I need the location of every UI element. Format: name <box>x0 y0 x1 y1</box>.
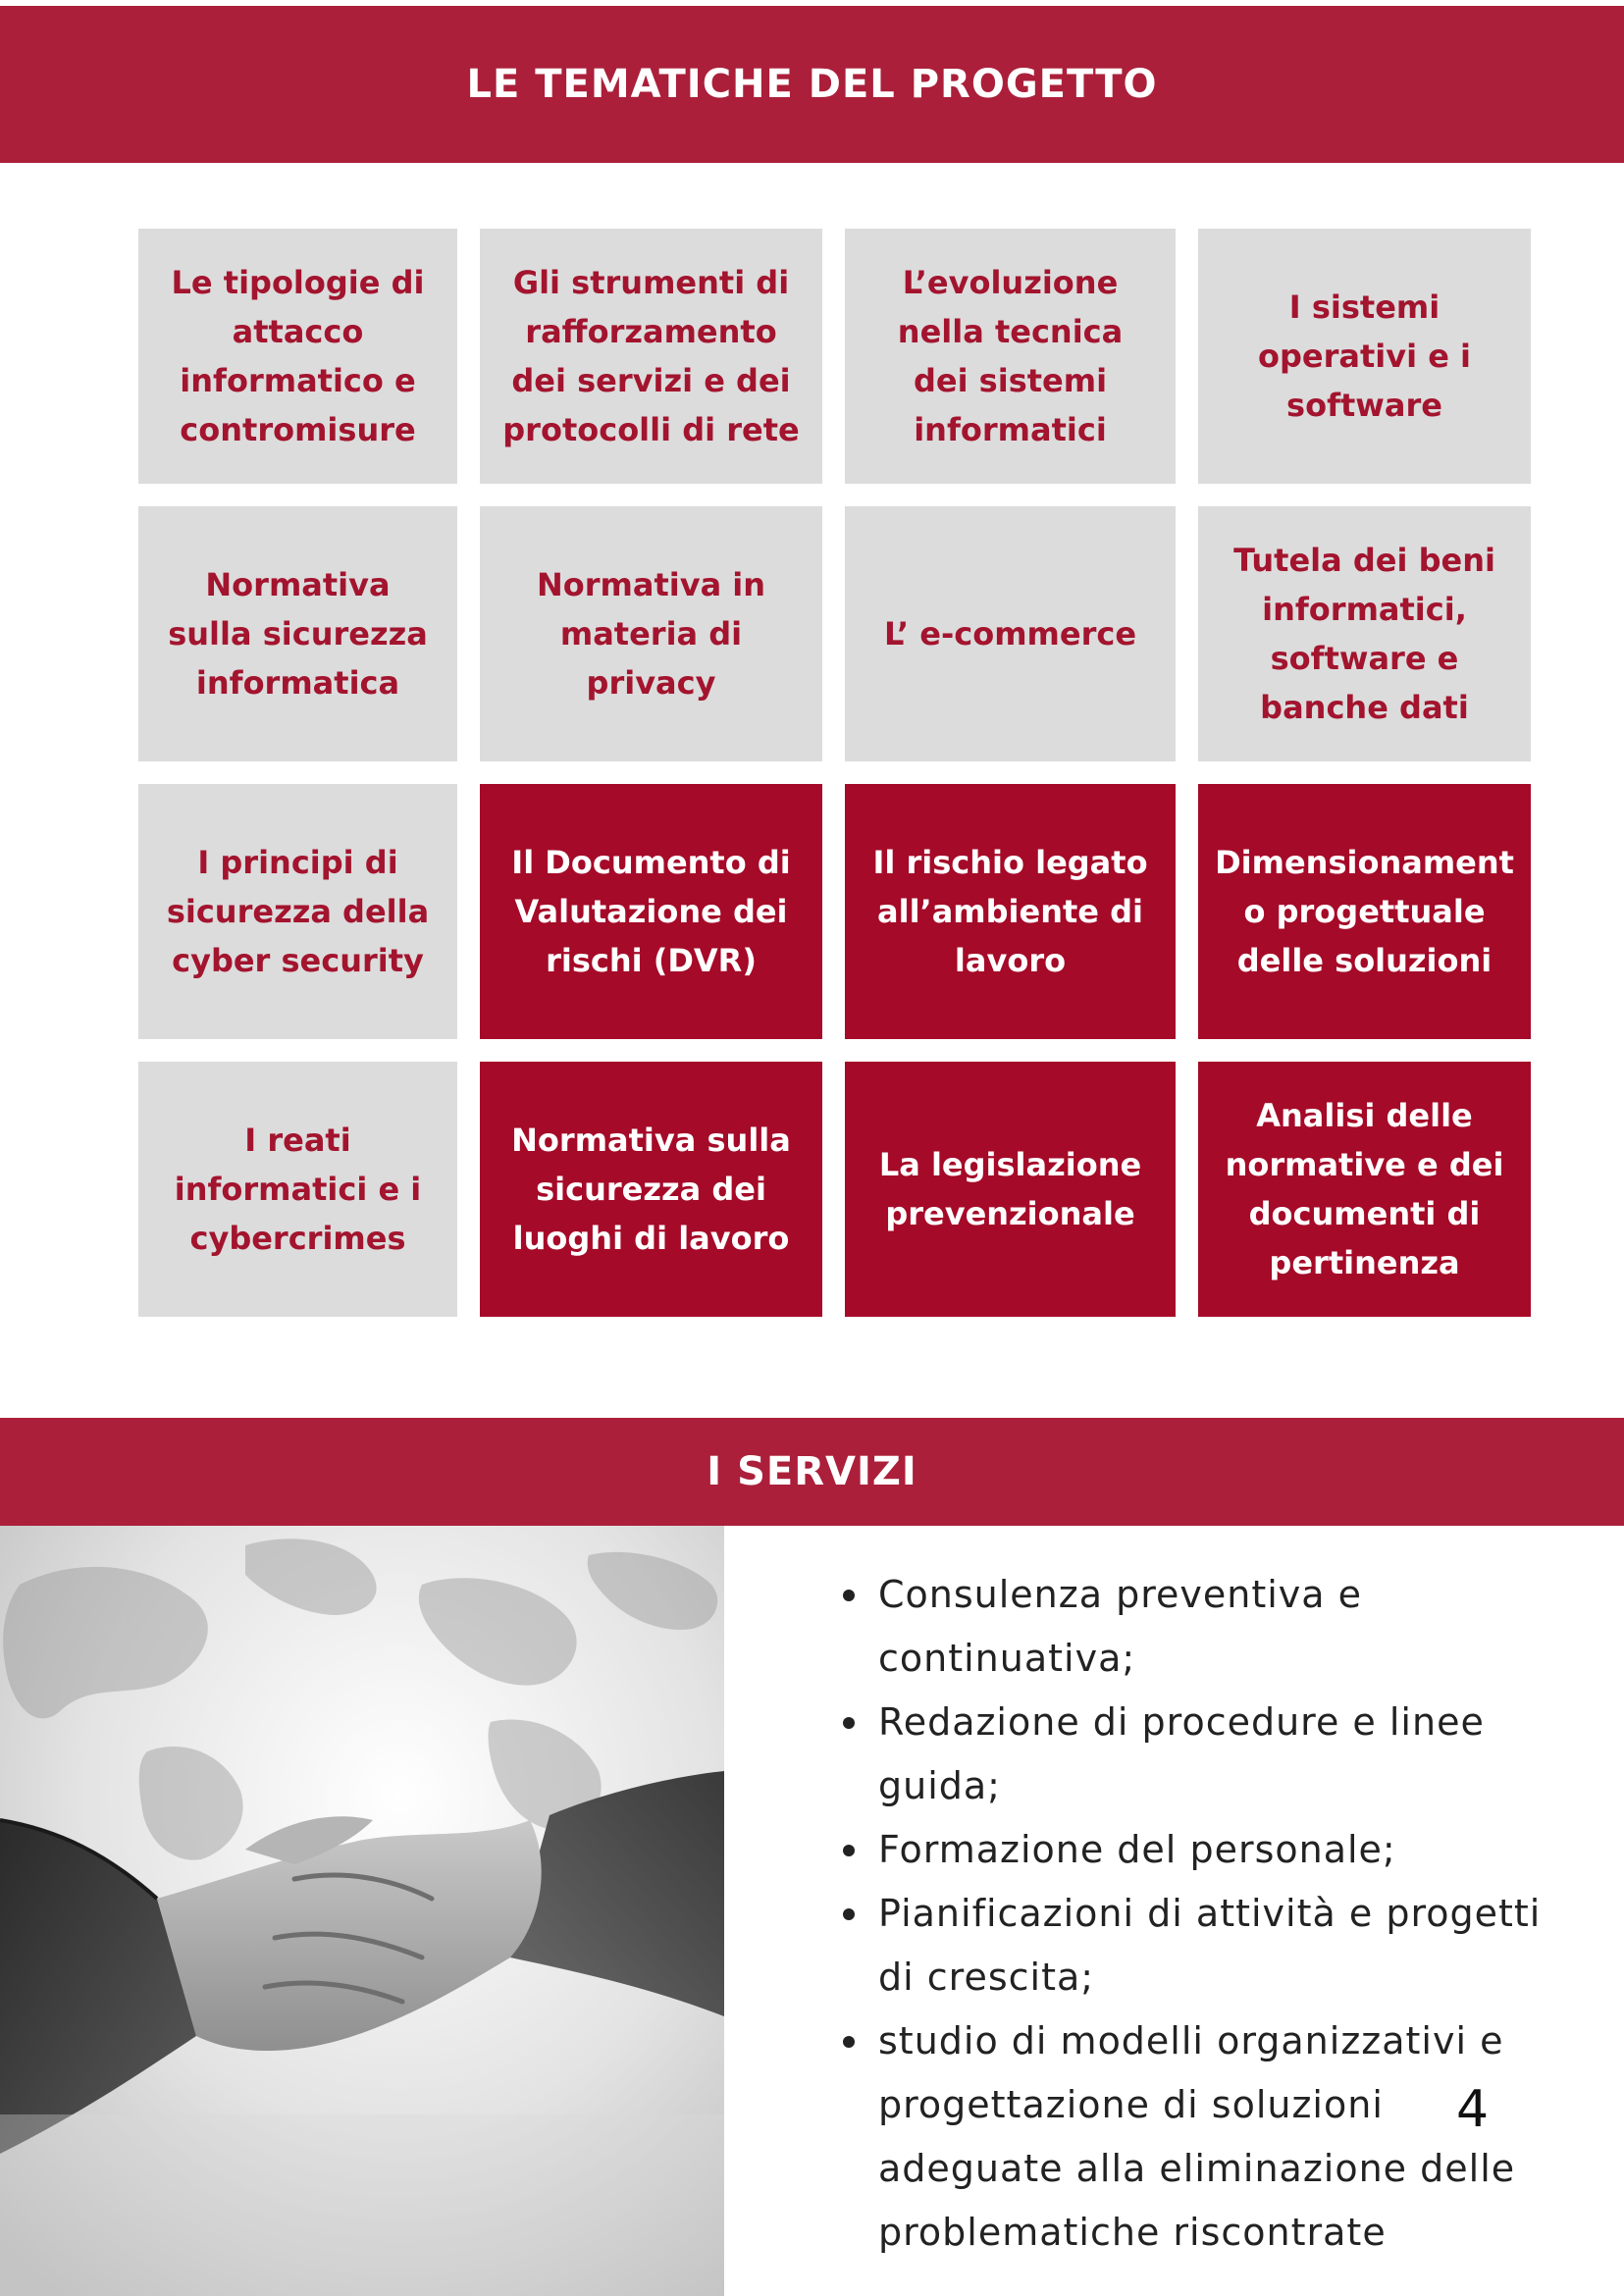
topic-tile <box>480 784 822 1039</box>
services-title: I SERVIZI <box>707 1449 917 1494</box>
topic-label: I sistemi operativi e i software <box>1257 288 1471 424</box>
topic-label: I principi di sicurezza della cyber security <box>166 844 430 979</box>
topic-label: Gli strumenti di rafforzamento dei servizi e dei protocolli di rete <box>502 264 800 448</box>
topic-label: Normativa in materia di privacy <box>536 566 766 702</box>
topic-tile <box>1198 506 1531 761</box>
topic-label: Tutela dei beni informatici, software e banche dati <box>1233 542 1495 726</box>
topic-label: Normativa sulla sicurezza dei luoghi di lavoro <box>511 1122 791 1257</box>
topic-tile <box>138 229 457 484</box>
topic-tile <box>480 229 822 484</box>
topic-label: L’ e-commerce <box>883 615 1137 652</box>
service-item: Consulenza preventiva e continuativa; <box>834 1563 1560 1691</box>
service-item: Formazione del personale; <box>834 1818 1560 1882</box>
topic-tile <box>1198 1062 1531 1317</box>
service-item: studio di modelli organizzativi e progettazione di soluzioni adeguate alla eliminazione delle problematiche riscontrate <box>834 2009 1560 2265</box>
topic-label: Le tipologie di attacco informatico e contromisure <box>171 264 425 448</box>
topic-label: Normativa sulla sicurezza informatica <box>168 566 428 702</box>
topic-tile <box>138 784 457 1039</box>
topic-tile <box>845 506 1176 761</box>
topic-label: L’evoluzione nella tecnica dei sistemi informatici <box>897 264 1124 448</box>
topic-label: Dimensionament o progettuale delle soluzioni <box>1215 844 1514 979</box>
topics-banner <box>0 6 1624 163</box>
topic-label: Il rischio legato all’ambiente di lavoro <box>872 844 1148 979</box>
topic-tile <box>1198 229 1531 484</box>
topic-tile <box>845 229 1176 484</box>
topic-label: La legislazione prevenzionale <box>878 1146 1142 1232</box>
services-banner <box>0 1418 1624 1526</box>
topics-title: LE TEMATICHE DEL PROGETTO <box>466 62 1158 107</box>
topic-tile <box>480 1062 822 1317</box>
service-item: Pianificazioni di attività e progetti di crescita; <box>834 1882 1560 2009</box>
topic-tile <box>480 506 822 761</box>
page-number: 4 <box>1456 2080 1490 2139</box>
topic-tile <box>845 784 1176 1039</box>
service-item: Redazione di procedure e linee guida; <box>834 1691 1560 1818</box>
topic-tile <box>138 506 457 761</box>
topic-tile <box>1198 784 1531 1039</box>
topic-label: Il Documento di Valutazione dei rischi (DVR) <box>511 844 791 979</box>
handshake-world-map-image <box>0 1526 724 2296</box>
services-list <box>834 1563 1560 2265</box>
topic-label: I reati informatici e i cybercrimes <box>174 1122 422 1257</box>
topic-label: Analisi delle normative e dei documenti di pertinenza <box>1225 1097 1504 1281</box>
topic-tile <box>138 1062 457 1317</box>
topic-tile <box>845 1062 1176 1317</box>
